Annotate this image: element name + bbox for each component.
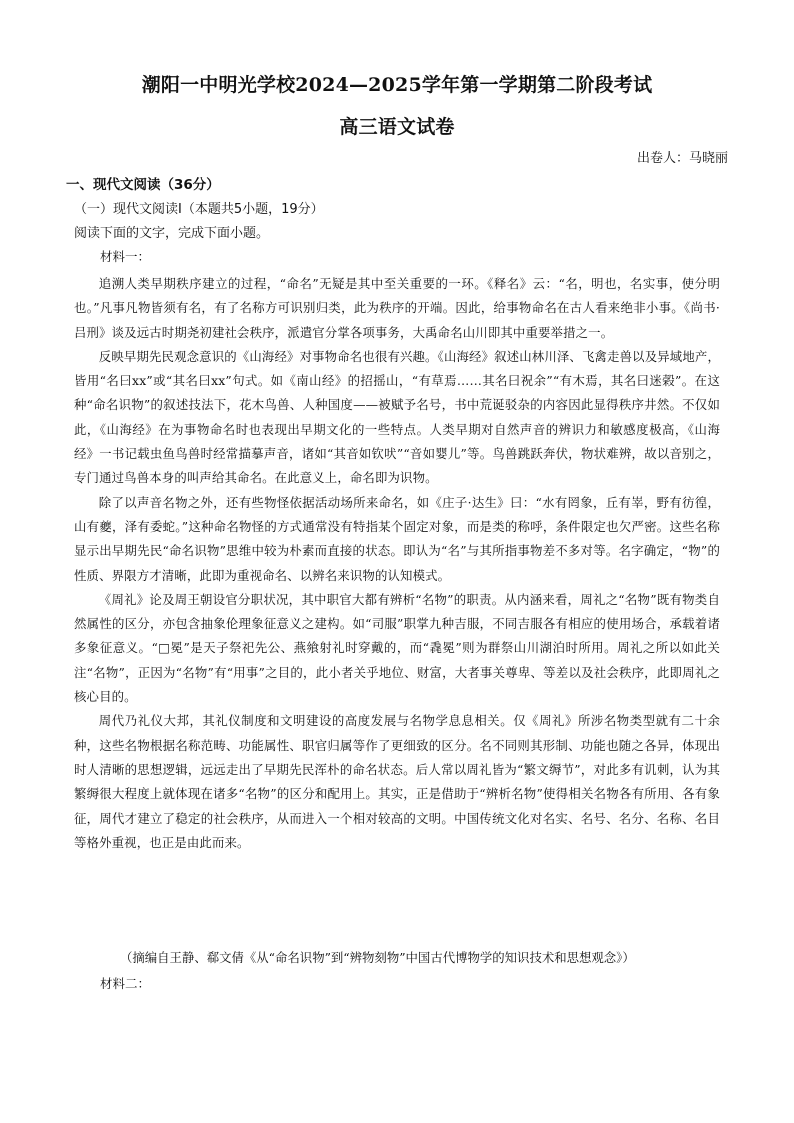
- paragraph-4: 《周礼》论及周王朝设官分职状况，其中职官大都有辨析“名物”的职责。从内涵来看，周礼之“名物”既有物类自然属性的区分，亦包含抽象伦理象征意义之建构。如“司服”职掌九种吉服，不同吉服各有相应的使用场合，承载着诸多象征意义。“□冕”是天子祭祀先公、燕飨射礼时穿戴的，而“毳冕”则为群祭山川湖泊时所用。周礼之所以如此关注“名物”，正因为“名物”有“用事”之目的，此小者关乎地位、财富，大者事关尊卑、等差以及社会秩序，此即周礼之核心目的。: [74, 591, 720, 705]
- exam-author: 出卷人：马晓丽: [636, 151, 728, 166]
- paragraph-5: 周代乃礼仪大邦，其礼仪制度和文明建设的高度发展与名物学息息相关。仅《周礼》所涉名物类型就有二十余种，这些名物根据名称范畴、功能属性、职官归属等作了更细致的区分。名不同则其形制、功能也随之各异，体现出时人清晰的思想逻辑，远远走出了早期先民浑朴的命名状态。后人常以周礼皆为“繁文缛节”，对此多有讥刺，认为其繁缛很大程度上就体现在诸多“名物”的区分和配用上。其实，正是借助于“辨析名物”使得相关名物各有所用、各有象征，周代才建立了稳定的社会秩序，从而进入一个相对较高的文明。中国传统文化对名实、名号、名分、名称、名目等格外重视，也正是由此而来。: [74, 713, 720, 850]
- material-1-source: （摘编自王静、郗文倩《从“命名识物”到“辨物刻物”中国古代博物学的知识技术和思想观念》）: [120, 950, 635, 965]
- paragraph-1: 追溯人类早期秩序建立的过程，“命名”无疑是其中至关重要的一环。《释名》云：“名，明也，名实事，使分明也。”凡事凡物皆须有名，有了名称方可识别归类，此为秩序的开端。因此，给事物命名在古人看来绝非小事。《尚书·吕刑》谈及远古时期尧初建社会秩序，派遣官分掌各项事务，大禹命名山川即其中重要举措之一。: [74, 276, 720, 340]
- material-2-label: 材料二：: [100, 976, 151, 991]
- exam-subtitle: 高三语文试卷: [339, 116, 455, 138]
- paragraph-3: 除了以声音名物之外，还有些物怪依据活动场所来命名，如《庄子·达生》曰：“水有罔象，丘有峷，野有彷徨，山有夔，泽有委蛇。”这种命名物怪的方式通常没有特指某个固定对象，而是类的称呼，条件限定也欠严密。这些名称显示出早期先民“命名识物”思维中较为朴素而直接的状态。即认为“名”与其所指事物差不多对等。名字确定，“物”的性质、界限方才清晰，此即为重视命名、以辨名来识物的认知模式。: [74, 494, 720, 583]
- section-heading: 一、现代文阅读（36分）: [66, 177, 220, 193]
- material-1-label: 材料一：: [100, 249, 151, 264]
- paragraph-2: 反映早期先民观念意识的《山海经》对事物命名也很有兴趣。《山海经》叙述山林川泽、飞禽走兽以及异域地产，皆用“名曰xx”或“其名曰xx”句式。如《南山经》的招摇山，“有草焉……其名曰祝余”“有木焉，其名曰迷榖”。在这种“命名识物”的叙述技法下，花木鸟兽、人种国度——被赋予名号，书中荒诞驳杂的内容因此显得秩序井然。不仅如此，《山海经》在为事物命名时也表现出早期文化的一些特点。人类早期对自然声音的辨识力和敏感度极高，《山海经》一书记载虫鱼鸟兽时经常描摹声音，诸如“其音如钦吠”“音如婴儿”等。鸟兽跳跃奔伏，物状难辨，故以音别之，专门通过鸟兽本身的叫声给其命名。在此意义上，命名即为识物。: [74, 348, 720, 486]
- material-1-body: [74, 272, 720, 855]
- reading-instruction: 阅读下面的文字，完成下面小题。: [74, 226, 270, 241]
- subsection-heading: （一）现代文阅读Ⅰ（本题共5小题，19分）: [74, 202, 324, 217]
- exam-title: 潮阳一中明光学校2024—2025学年第一学期第二阶段考试: [141, 74, 653, 96]
